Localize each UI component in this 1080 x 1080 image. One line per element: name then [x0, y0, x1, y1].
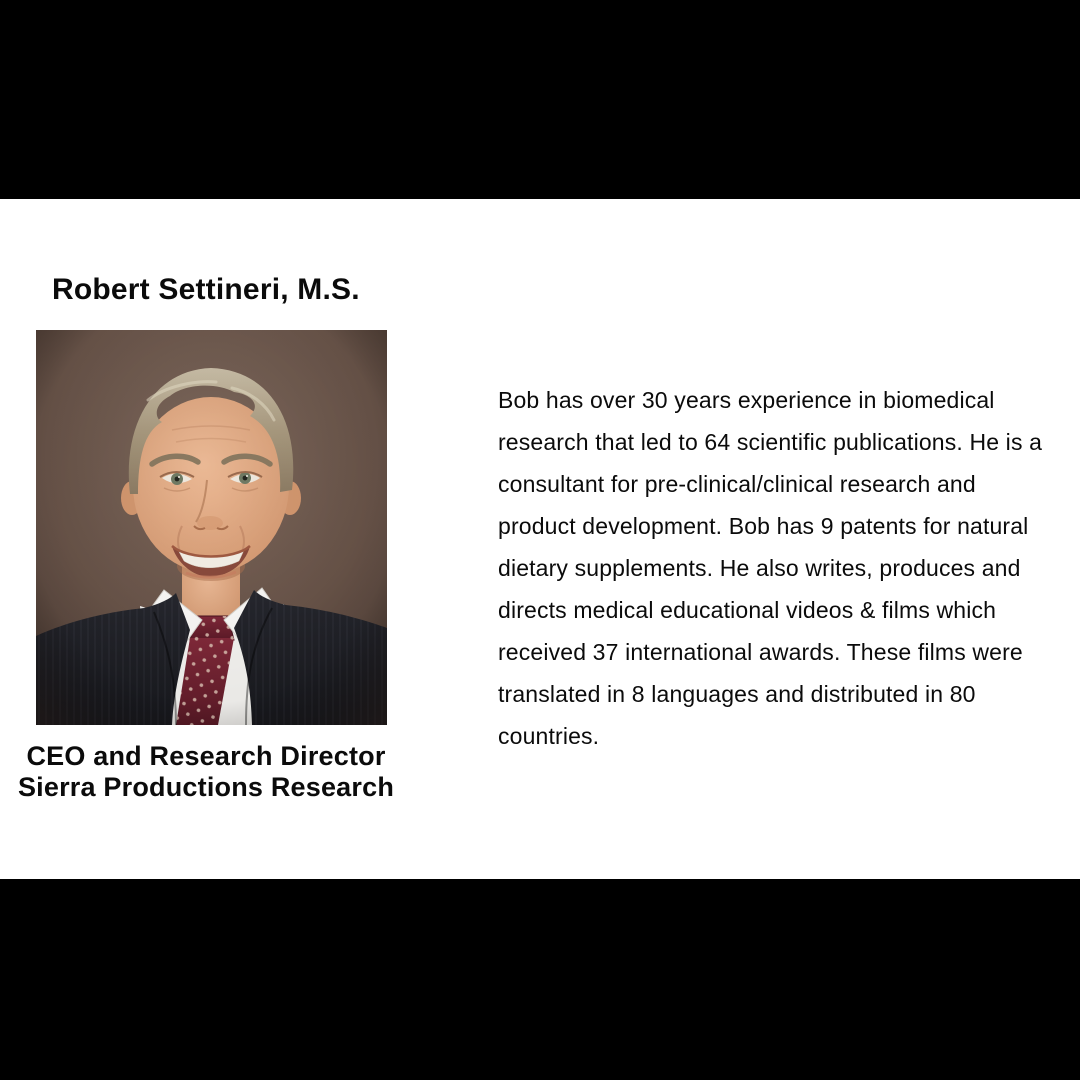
bio-line: directs medical educational videos & films which: [498, 597, 997, 623]
bio-line: translated in 8 languages and distributed in 80: [498, 681, 976, 707]
bio-line: Bob has over 30 years experience in biomedical: [498, 387, 995, 413]
page-title: Robert Settineri, M.S.: [52, 273, 360, 306]
bio-line: research that led to 64 scientific publications. He is a: [498, 429, 1043, 455]
caption-role: CEO and Research Director: [26, 741, 386, 771]
portrait-illustration: [36, 330, 387, 725]
bio-line: dietary supplements. He also writes, produces and: [498, 555, 1021, 581]
bio-line: countries.: [498, 723, 600, 749]
portrait-photo: [36, 330, 387, 725]
bio-paragraph: [498, 379, 1058, 757]
caption-company: Sierra Productions Research: [17, 772, 395, 802]
bio-line: product development. Bob has 9 patents for natural: [498, 513, 1029, 539]
bottom-letterbox-bar: [0, 879, 1080, 1080]
bio-line: consultant for pre-clinical/clinical research and: [498, 471, 976, 497]
bio-line: received 37 international awards. These films were: [498, 639, 1023, 665]
top-letterbox-bar: [0, 0, 1080, 199]
photo-caption: [15, 741, 397, 803]
